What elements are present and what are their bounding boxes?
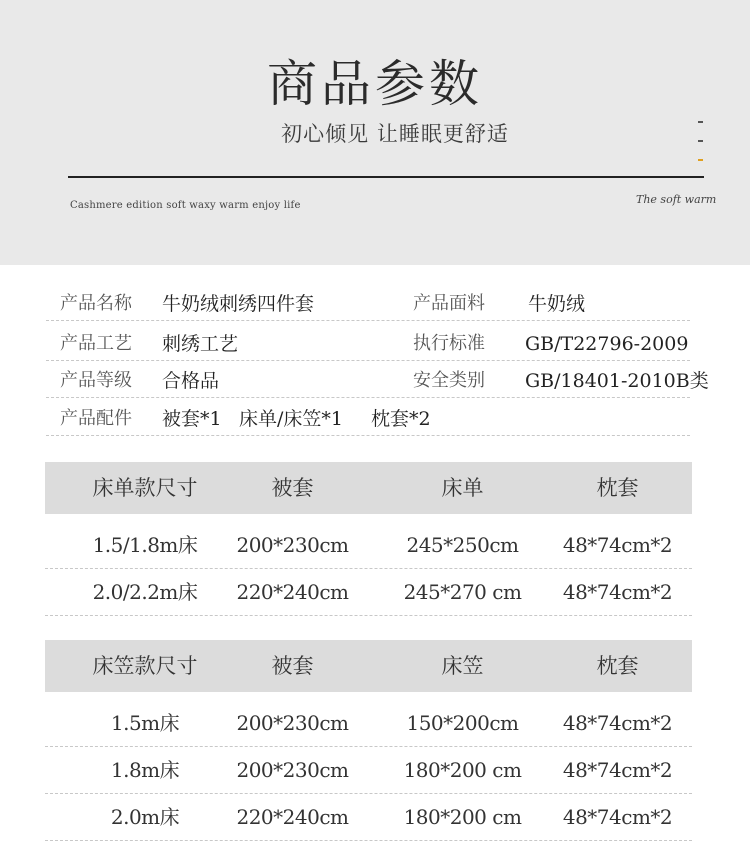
table-cell: 180*200 cm bbox=[403, 805, 522, 829]
table-cell: 48*74cm*2 bbox=[562, 758, 673, 782]
decor-dash bbox=[698, 140, 703, 142]
info-value: 牛奶绒 bbox=[528, 293, 586, 315]
table-cell: 220*240cm bbox=[236, 580, 349, 604]
table-cell: 1.8m床 bbox=[110, 758, 180, 782]
decor-dash bbox=[698, 121, 703, 123]
tagline-left: Cashmere edition soft waxy warm enjoy life bbox=[70, 200, 301, 211]
tagline-right: The soft warm bbox=[636, 193, 717, 206]
info-row bbox=[46, 361, 709, 398]
table-cell: 245*250cm bbox=[406, 533, 519, 557]
table-cell: 1.5/1.8m床 bbox=[92, 533, 198, 557]
info-label: 产品等级 bbox=[60, 370, 132, 391]
info-row bbox=[46, 399, 690, 436]
info-label: 产品工艺 bbox=[60, 333, 132, 354]
table-cell: 2.0/2.2m床 bbox=[92, 580, 198, 604]
table-cell: 200*230cm bbox=[236, 533, 349, 557]
table-row bbox=[45, 747, 692, 794]
table-cell: 48*74cm*2 bbox=[562, 711, 673, 735]
table-cell: 1.5m床 bbox=[110, 711, 180, 735]
info-value: 刺绣工艺 bbox=[162, 333, 239, 355]
info-label: 产品面料 bbox=[413, 293, 485, 314]
table-row bbox=[45, 522, 692, 569]
table-row bbox=[45, 794, 692, 841]
page-title: 商品参数 bbox=[267, 55, 483, 113]
table-header-cell: 床单 bbox=[441, 476, 484, 500]
header-banner bbox=[0, 0, 750, 265]
info-value: 床单/床笠*1 bbox=[239, 408, 343, 430]
info-label: 安全类别 bbox=[413, 370, 485, 391]
table-cell: 200*230cm bbox=[236, 711, 349, 735]
info-label: 执行标准 bbox=[413, 333, 485, 354]
table-row bbox=[45, 569, 692, 616]
table-cell: 200*230cm bbox=[236, 758, 349, 782]
table-header bbox=[45, 640, 692, 692]
info-value: 合格品 bbox=[162, 370, 220, 392]
table-header-cell: 被套 bbox=[271, 654, 314, 678]
info-label: 产品名称 bbox=[60, 293, 132, 314]
info-value: GB/T22796-2009 bbox=[525, 333, 689, 355]
info-row bbox=[46, 324, 690, 361]
page-subtitle: 初心倾见 让睡眠更舒适 bbox=[281, 122, 509, 146]
info-value: 牛奶绒刺绣四件套 bbox=[162, 293, 315, 315]
table-cell: 180*200 cm bbox=[403, 758, 522, 782]
info-row bbox=[46, 284, 690, 321]
table-cell: 48*74cm*2 bbox=[562, 805, 673, 829]
table-cell: 220*240cm bbox=[236, 805, 349, 829]
table-header-cell: 床单款尺寸 bbox=[92, 476, 198, 500]
info-value: GB/18401-2010B类 bbox=[525, 370, 709, 392]
table-cell: 2.0m床 bbox=[110, 805, 180, 829]
table-cell: 48*74cm*2 bbox=[562, 533, 673, 557]
table-cell: 245*270 cm bbox=[403, 580, 522, 604]
info-label: 产品配件 bbox=[60, 408, 132, 429]
decor-dash-accent bbox=[698, 159, 703, 161]
table-header-cell: 床笠款尺寸 bbox=[92, 654, 198, 678]
info-value: 被套*1 bbox=[162, 408, 222, 430]
table-cell: 150*200cm bbox=[406, 711, 519, 735]
table-header-cell: 枕套 bbox=[596, 654, 639, 678]
table-header bbox=[45, 462, 692, 514]
table-cell: 48*74cm*2 bbox=[562, 580, 673, 604]
table-header-cell: 被套 bbox=[271, 476, 314, 500]
info-value: 枕套*2 bbox=[371, 408, 431, 430]
table-header-cell: 床笠 bbox=[441, 654, 484, 678]
header-divider bbox=[68, 176, 704, 178]
table-header-cell: 枕套 bbox=[596, 476, 639, 500]
table-row bbox=[45, 700, 692, 747]
